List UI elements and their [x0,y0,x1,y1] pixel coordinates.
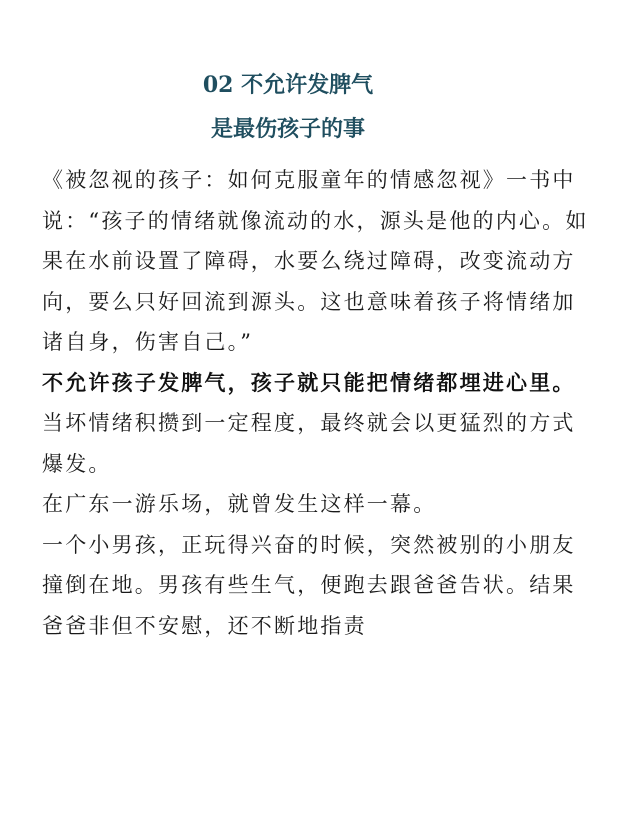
article-title-line-2: 是最伤孩子的事 [210,116,365,142]
paragraph-key-point [42,363,598,485]
paragraph-quote [42,160,598,363]
paragraph-text: 当坏情绪积攒到一定程度，最终就会以更猛烈的方式爆发。 [42,411,576,476]
paragraph-text: 一个小男孩，正玩得兴奋的时候，突然被别的小朋友撞倒在地。男孩有些生气，便跑去跟爸爸告状。结果爸爸非但不安慰，还不断地指责 [42,532,576,638]
paragraph-text: 《被忽视的孩子：如何克服童年的情感忽视》一书中说：“孩子的情绪就像流动的水，源头是他的内心。如果在水前设置了障碍，水要么绕过障碍，改变流动方向，要么只好回流到源头。这也意味着孩子将情绪加诸自身，伤害自己。” [42,168,589,354]
paragraph-text: 在广东一游乐场，就曾发生这样一幕。 [42,492,437,516]
paragraph-example-intro [42,484,598,525]
article [42,68,598,646]
paragraph-story [42,525,598,647]
article-title-line-1: 02 不允许发脾气 [202,72,374,98]
paragraph-bold-text: 不允许孩子发脾气，孩子就只能把情绪都埋进心里。 [42,369,576,395]
